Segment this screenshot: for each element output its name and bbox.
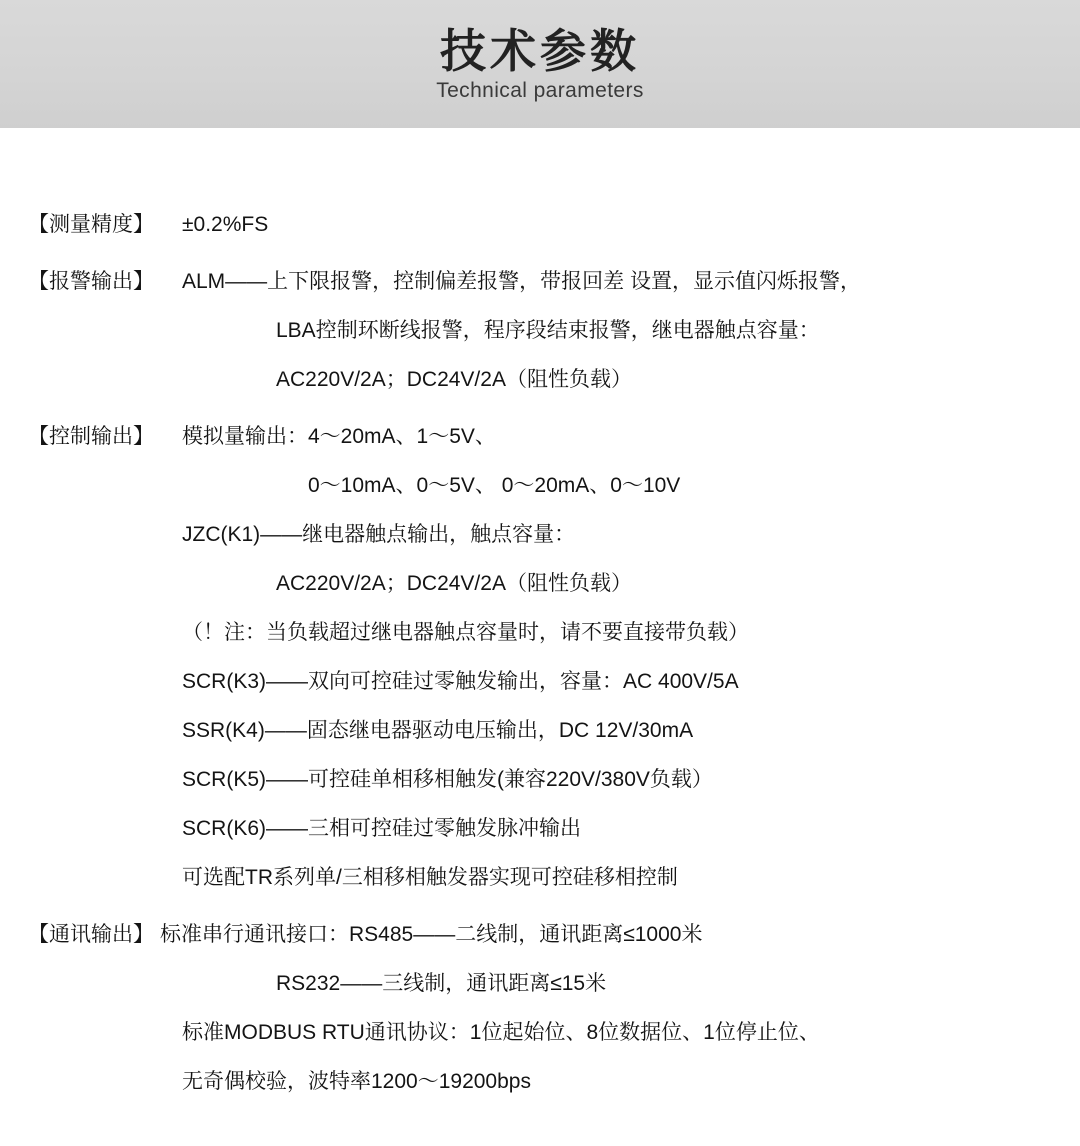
spec-line: ALM——上下限报警，控制偏差报警，带报回差 设置，显示值闪烁报警， <box>182 270 862 293</box>
spec-line: SCR(K5)——可控硅单相移相触发(兼容220V/380V负载） <box>182 768 713 791</box>
spec-row <box>0 200 1080 249</box>
spec-line: 模拟量输出：4～20mA、1～5V、 <box>182 425 496 448</box>
spec-row <box>0 257 1080 404</box>
spec-line: 0～10mA、0～5V、 0～20mA、0～10V <box>308 474 681 497</box>
spec-row <box>0 910 1080 1106</box>
spec-line: AC220V/2A；DC24V/2A（阻性负载） <box>276 368 632 391</box>
spec-value-group <box>160 200 1080 249</box>
page-header <box>0 0 1080 128</box>
spec-label: 【控制输出】 <box>28 425 154 448</box>
spec-line: （！注：当负载超过继电器触点容量时，请不要直接带负载） <box>182 621 749 644</box>
spec-line: 无奇偶校验，波特率1200～19200bps <box>182 1070 531 1093</box>
spec-row <box>0 412 1080 902</box>
spec-line: SCR(K3)——双向可控硅过零触发输出，容量：AC 400V/5A <box>182 670 739 693</box>
spec-line: SCR(K6)——三相可控硅过零触发脉冲输出 <box>182 817 582 840</box>
spec-label: 【测量精度】 <box>28 213 154 236</box>
spec-value-group <box>160 257 1080 404</box>
spec-line: AC220V/2A；DC24V/2A（阻性负载） <box>276 572 632 595</box>
page-subtitle: Technical parameters <box>436 79 644 103</box>
page-title: 技术参数 <box>440 24 640 77</box>
spec-list <box>0 128 1080 1106</box>
spec-line: 可选配TR系列单/三相移相触发器实现可控硅移相控制 <box>182 866 678 889</box>
spec-value-group <box>160 412 1080 902</box>
spec-value-group <box>160 910 1080 1106</box>
spec-line: JZC(K1)——继电器触点输出，触点容量： <box>182 523 576 546</box>
spec-line: SSR(K4)——固态继电器驱动电压输出，DC 12V/30mA <box>182 719 694 742</box>
spec-line: 标准串行通讯接口：RS485——二线制，通讯距离≤1000米 <box>160 923 703 946</box>
spec-line: 标准MODBUS RTU通讯协议：1位起始位、8位数据位、1位停止位、 <box>182 1021 820 1044</box>
spec-line: RS232——三线制，通讯距离≤15米 <box>276 972 607 995</box>
spec-line: ±0.2%FS <box>182 213 269 236</box>
spec-line: LBA控制环断线报警，程序段结束报警，继电器触点容量： <box>276 319 820 342</box>
spec-label: 【报警输出】 <box>28 270 154 293</box>
spec-label: 【通讯输出】 <box>28 923 154 946</box>
